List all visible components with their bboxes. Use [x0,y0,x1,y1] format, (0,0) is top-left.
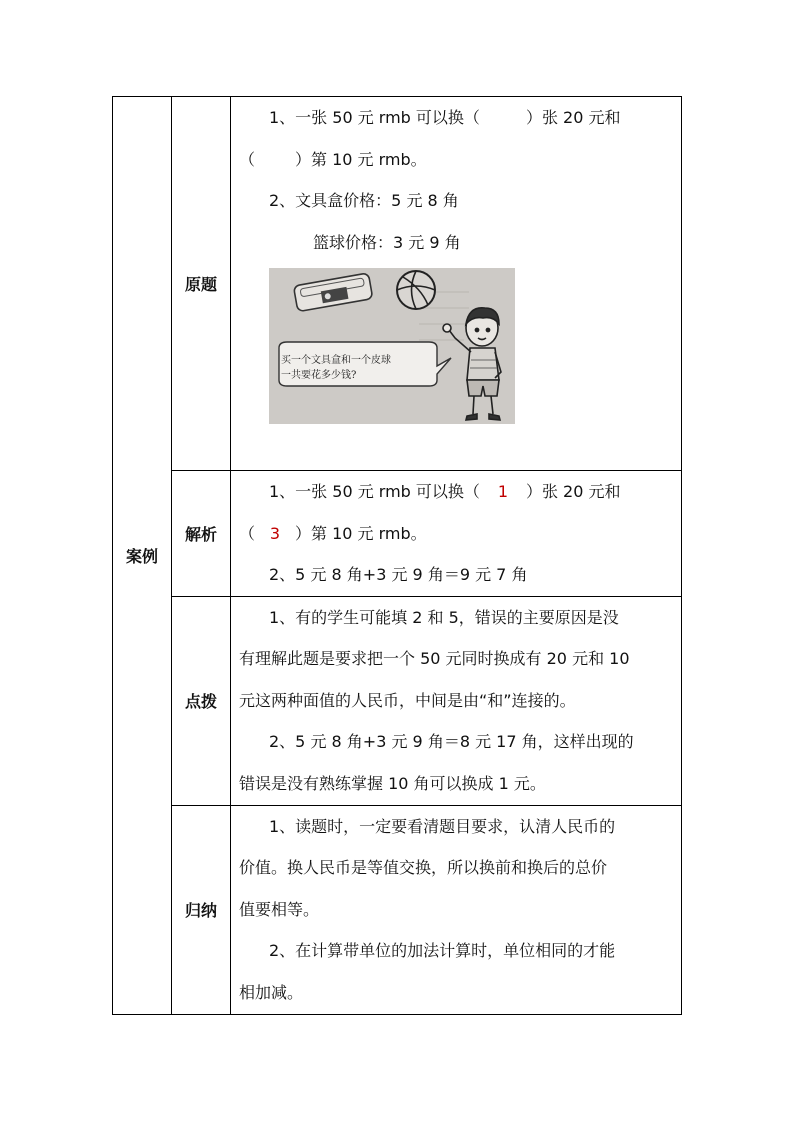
dianbo-line1: 1、有的学生可能填 2 和 5，错误的主要原因是没 [269,607,619,627]
jiexi-line2: （ 3 ）第 10 元 rmb。 [239,513,675,555]
dianbo-line2: 有理解此题是要求把一个 50 元同时换成有 20 元和 10 [239,649,630,669]
guina-line3: 值要相等。 [239,899,320,919]
yuanti-q2-line1: 2、文具盒价格：5 元 8 角 [269,191,459,210]
illustration-drawing [269,268,515,424]
jiexi-answer-2: 3 [269,523,281,543]
guina-line5: 相加减。 [239,982,304,1002]
boy-icon [443,308,501,420]
yuanti-content [231,97,682,471]
yuanti-q1-line1: 1、一张 50 元 rmb 可以换（ ）张 20 元和 [269,108,621,127]
jiexi-label: 解析 [172,471,231,597]
jiexi-line3: 2、5 元 8 角+3 元 9 角＝9 元 7 角 [269,565,528,584]
row-guina [113,805,682,1014]
guina-line2: 价值。换人民币是等值交换，所以换前和换后的总价 [239,858,608,878]
yuanti-q2-line2: 篮球价格：3 元 9 角 [313,232,461,252]
speech-bubble-text: 买一个文具盒和一个皮球 一共要花多少钱? [281,355,391,381]
dianbo-line4: 2、5 元 8 角+3 元 9 角＝8 元 17 角，这样出现的 [269,732,634,752]
dianbo-content [231,596,682,805]
jiexi-content [231,471,682,597]
yuanti-q1-line2: （ ）第 10 元 rmb。 [239,149,427,169]
row-dianbo [113,596,682,805]
dianbo-line3: 元这两种面值的人民币，中间是由“和”连接的。 [239,690,576,710]
yuanti-label: 原题 [172,97,231,471]
case-table [112,96,682,1015]
pencil-case-icon [293,273,372,312]
jiexi-line1: 1、一张 50 元 rmb 可以换（ 1 ）张 20 元和 [239,471,675,513]
guina-line4: 2、在计算带单位的加法计算时，单位相同的才能 [269,941,616,961]
guina-content [231,805,682,1014]
row-yuanti [113,97,682,471]
guina-line1: 1、读题时，一定要看清题目要求，认清人民币的 [269,816,616,836]
basketball-icon [397,271,435,309]
pencil-case-basketball-illustration [269,268,515,424]
dianbo-label: 点拨 [172,596,231,805]
case-label: 案例 [113,97,172,1015]
jiexi-answer-1: 1 [497,482,509,501]
guina-label: 归纳 [172,805,231,1014]
row-jiexi [113,471,682,597]
dianbo-line5: 错误是没有熟练掌握 10 角可以换成 1 元。 [239,773,546,793]
